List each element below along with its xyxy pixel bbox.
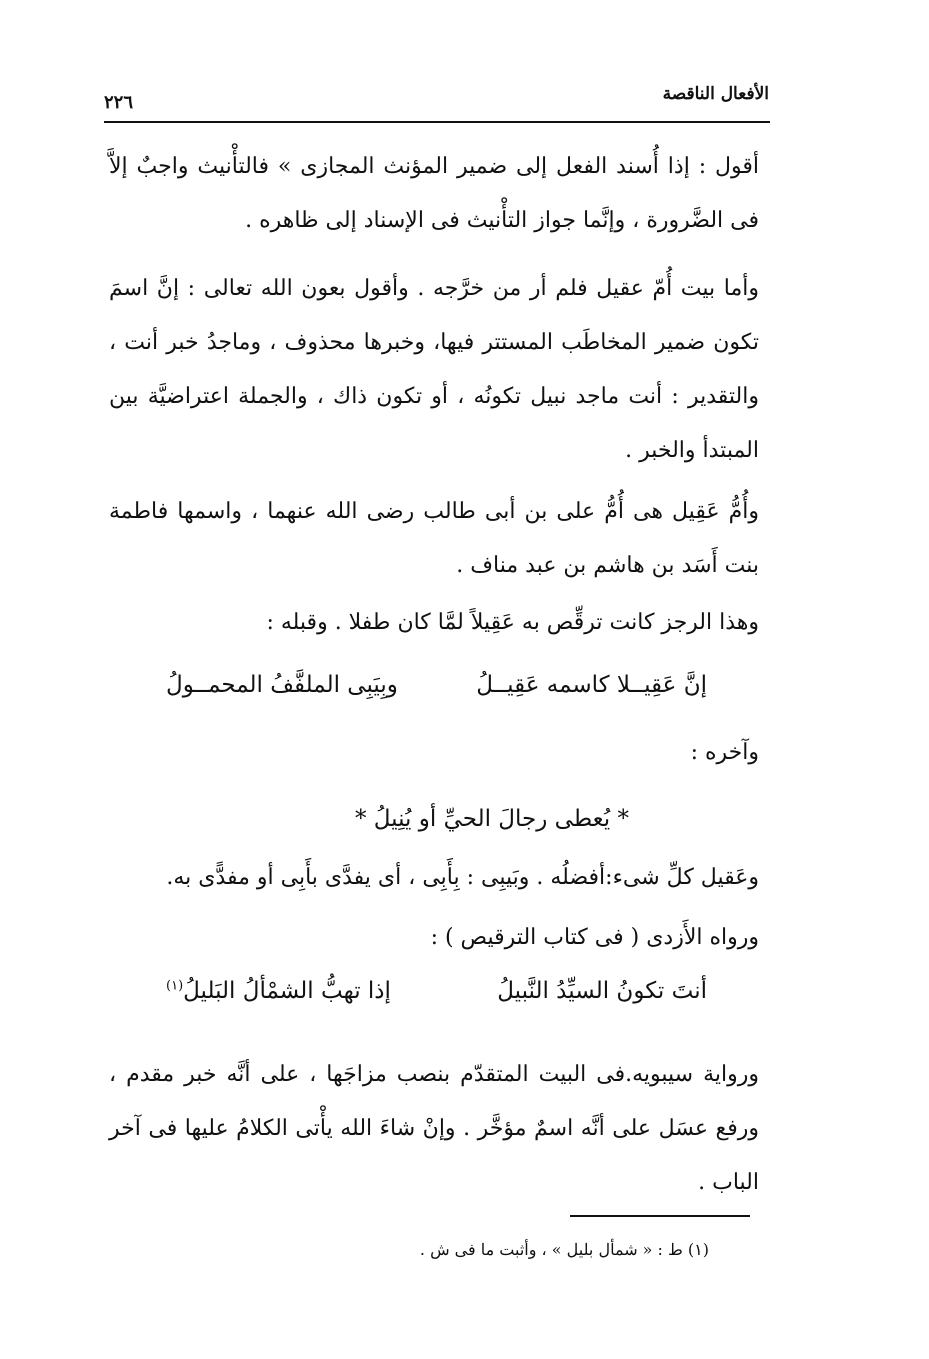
verse-1-right-hemistich: إنَّ عَقِيــلا كاسمه عَقِيــلُ: [476, 672, 707, 698]
after-label: وآخره :: [690, 740, 759, 765]
running-header: [104, 78, 769, 122]
paragraph-2: وأما بيت أُمّ عقيل فلم أر من خرَّجه . وأقول بعون الله تعالى : إنَّ اسمَ تكون ضمير المخاطَب المستتر فيها، وخبرها محذوف ، وماجدُ خبر أنت ، والتقدير : أنت ماجد نبيل تكونُه ، أو تكون ذاك ، والجملة اعتراضيَّة بين المبتدأ والخبر .: [109, 276, 759, 463]
paragraph-1: أقول : إذا أُسند الفعل إلى ضمير المؤنث المجازى » فالتأْنيث واجبٌ إلاَّ فى الضَّرورة ، وإنَّما جواز التأْنيث فى الإسناد إلى ظاهره .: [109, 154, 759, 233]
gloss-line: وعَقيل كلِّ شىء:أفضلُه . وبَيبِى : بِأَبِى ، أى يفدَّى بأَبِى أو مفدًّى به.: [166, 865, 759, 890]
verse-3-left-text: إذا تهبُّ الشمْألُ البَليلُ: [183, 978, 391, 1004]
footnote-reference: (١): [166, 978, 184, 994]
verse-3-right-hemistich: أنتَ تكونُ السيِّدُ النَّبيلُ: [497, 978, 707, 1004]
footnote-rule: [570, 1215, 750, 1217]
paragraph-4: وهذا الرجز كانت ترقِّص به عَقِيلاً لمَّا كان طفلا . وقبله :: [266, 610, 759, 635]
paragraph-3: وأُمُّ عَقِيل هى أُمُّ على بن أبى طالب رضى الله عنهما ، واسمها فاطمة بنت أَسَد بن هاشم بن عبد مناف .: [109, 499, 759, 578]
page-number: ٢٢٦: [104, 92, 134, 113]
verse-1-left-hemistich: وبِيَبِى الملفَّفُ المحمــولُ: [166, 672, 398, 698]
header-rule: [104, 121, 770, 123]
paragraph-5: ورواية سيبويه.فى البيت المتقدّم بنصب مزاجَها ، على أنَّه خبر مقدم ، ورفع عسَل على أنَّه اسمٌ مؤخَّر . وإنْ شاءَ الله يأْتى الكلامُ عليها فى آخر الباب .: [109, 1062, 759, 1195]
chapter-title: الأفعال الناقصة: [662, 84, 769, 104]
azdi-line: ورواه الأَزدى ( فى كتاب الترقيص ) :: [430, 925, 759, 950]
footnote: (١) ط : « شمأل بليل » ، وأثبت ما فى ش .: [419, 1240, 709, 1259]
verse-2: * يُعطى رجالَ الحيِّ أو يُنِيلُ *: [354, 806, 629, 832]
verse-3-left-hemistich: [166, 978, 391, 1004]
